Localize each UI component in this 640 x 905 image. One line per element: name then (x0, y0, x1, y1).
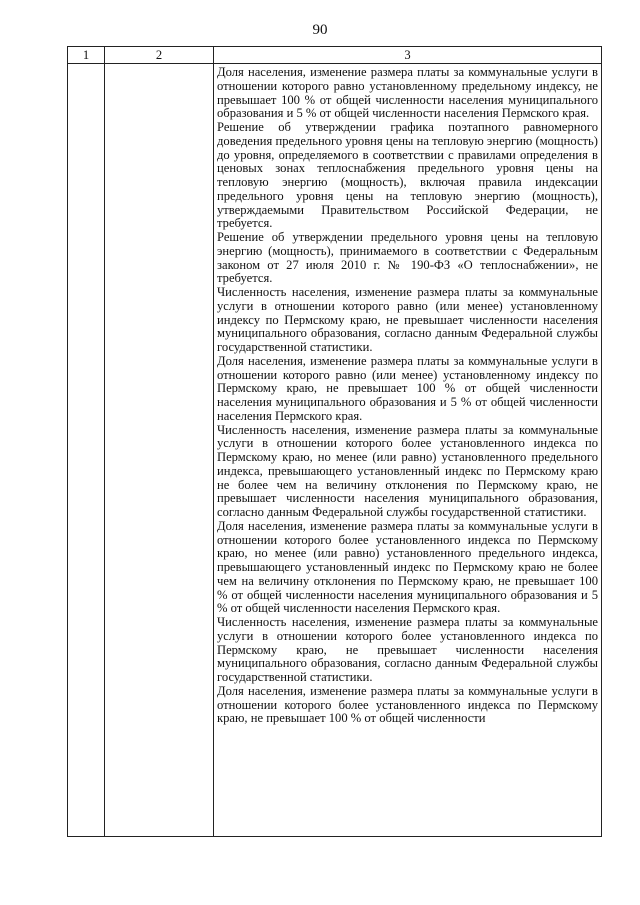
table-header-row (68, 47, 602, 64)
column-header-1: 1 (68, 47, 105, 64)
paragraph: Решение об утверждении предельного уровня цены на тепловую энергию (мощность), принимаемого в соответствии с Федеральным законом от 27 июля 2010 г. № 190-ФЗ «О теплоснабжении», не требуется. (217, 230, 598, 286)
page-number: 90 (312, 22, 328, 38)
column-1-cell (68, 64, 105, 837)
paragraph: Численность населения, изменение размера платы за коммунальные услуги в отношении которого более установленного индекса по Пермскому краю, не превышает численности населения муниципального образования, согласно данным Федеральной службы государственной статистики. (217, 615, 598, 684)
paragraph: Решение об утверждении графика поэтапного равномерного доведения предельного уровня цены на тепловую энергию (мощность) до уровня, определяемого в соответствии с правилами определения в ценовых зонах теплоснабжения предельного уровня цены на тепловую энергию (мощность), включая правила индексации предельного уровня цены на тепловую энергию (мощность), утверждаемыми Правительством Российской Федерации, не требуется. (217, 120, 598, 231)
column-3-cell (214, 64, 602, 837)
paragraph: Доля населения, изменение размера платы за коммунальные услуги в отношении которого равно установленному предельному индексу, не превышает 100 % от общей численности населения муниципального образования и 5 % от общей численности населения Пермского края. (217, 65, 598, 121)
paragraph: Доля населения, изменение размера платы за коммунальные услуги в отношении которого равно (или менее) установленному индексу по Пермскому краю, не превышает 100 % от общей численности населения муниципального образования и 5 % от общей численности населения Пермского края. (217, 353, 598, 423)
column-3-text (214, 64, 601, 836)
column-header-2: 2 (105, 47, 214, 64)
table-row (68, 64, 602, 837)
column-header-3: 3 (214, 47, 602, 64)
paragraph: Доля населения, изменение размера платы за коммунальные услуги в отношении которого более установленного индекса по Пермскому краю, но менее (или равно) установленного предельного индекса, превышающего установленный индекс по Пермскому краю не более чем на величину отклонения по Пермскому краю, не превышает 100 % от общей численности населения муниципального образования и 5 % от общей численности населения Пермского края. (217, 518, 598, 616)
column-2-cell (105, 64, 214, 837)
paragraph: Численность населения, изменение размера платы за коммунальные услуги в отношении которого более установленного индекса по Пермскому краю, но менее (или равно) установленного предельного индекса, превышающего установленный индекс по Пермскому краю не более чем на величину отклонения по Пермскому краю, не превышает численности населения муниципального образования, согласно данным Федеральной службы государственной статистики. (217, 422, 598, 519)
paragraph: Доля населения, изменение размера платы за коммунальные услуги в отношении которого более установленного индекса по Пермскому краю, не превышает 100 % от общей численности (217, 683, 598, 726)
document-table (67, 46, 602, 837)
paragraph: Численность населения, изменение размера платы за коммунальные услуги в отношении которого равно (или менее) установленному индексу по Пермскому краю, не превышает численности населения муниципального образования, согласно данным Федеральной службы государственной статистики. (217, 285, 598, 354)
